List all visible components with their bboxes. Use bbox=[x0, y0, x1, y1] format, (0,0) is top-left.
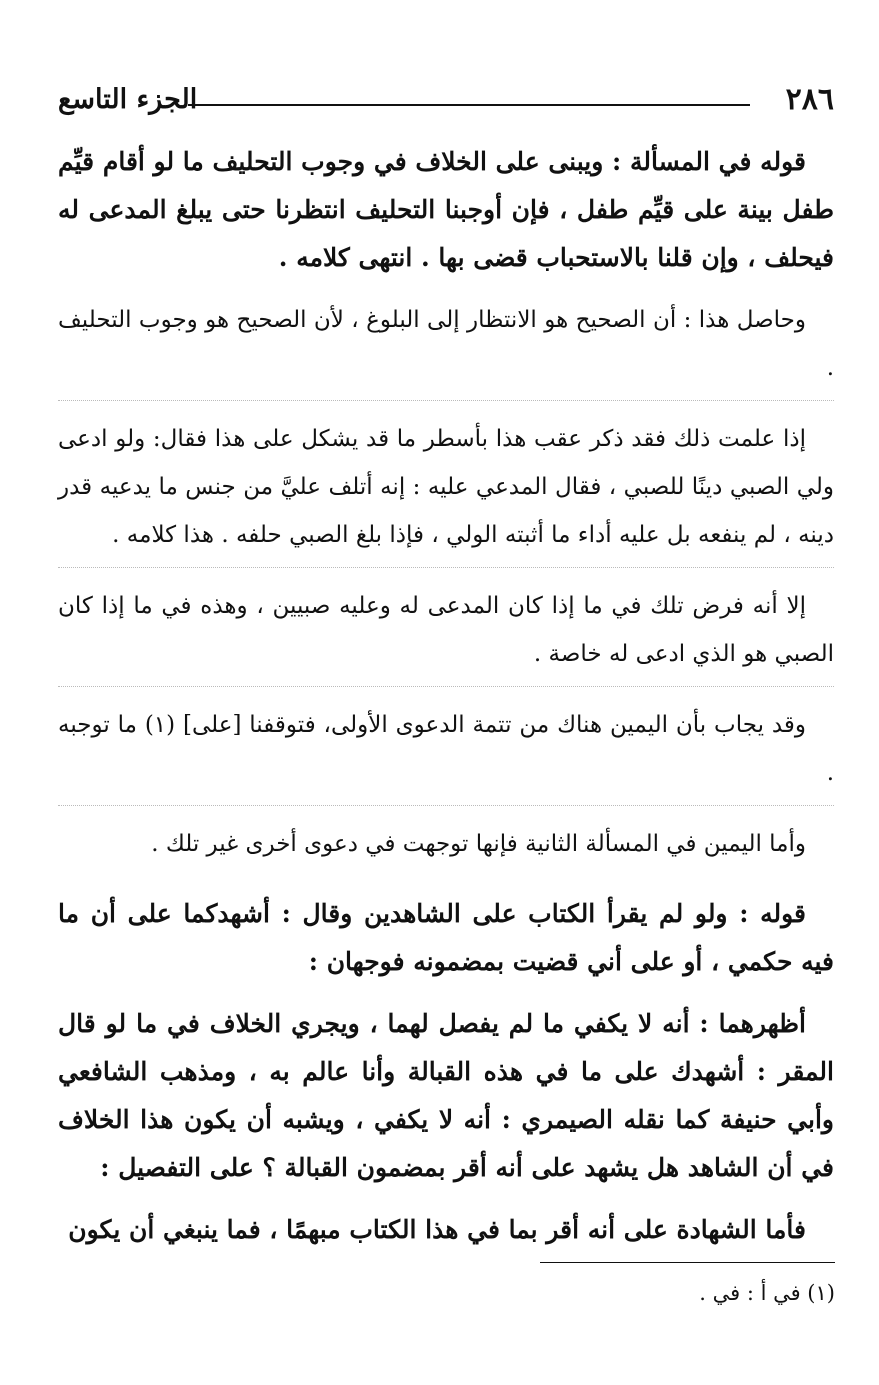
header-rule bbox=[188, 104, 750, 106]
running-title: الجزء التاسع bbox=[58, 84, 198, 115]
paragraph-commentary-2: إذا علمت ذلك فقد ذكر عقب هذا بأسطر ما قد يشكل على هذا فقال: ولو ادعى ولي الصبي دينًا للصبي ، فقال المدعي عليه : إنه أتلف عليَّ من جنس ما يدعيه قدر دينه ، لم ينفعه بل عليه أداء ما أثبته الولي ، فإذا بلغ الصبي حلفه . هذا كلامه . bbox=[58, 415, 834, 568]
paragraph-quote-2: قوله : ولو لم يقرأ الكتاب على الشاهدين وقال : أشهدكما على أن ما فيه حكمي ، أو على أني قضيت بمضمونه فوجهان : bbox=[58, 899, 834, 976]
page-number: ٢٨٦ bbox=[785, 82, 834, 117]
paragraph-commentary-1: وحاصل هذا : أن الصحيح هو الانتظار إلى البلوغ ، لأن الصحيح هو وجوب التحليف . bbox=[58, 296, 834, 401]
paragraph-commentary-3: إلا أنه فرض تلك في ما إذا كان المدعى له وعليه صبيين ، وهذه في ما إذا كان الصبي هو الذي ادعى له خاصة . bbox=[58, 582, 834, 687]
footnote: (١) في أ : في . bbox=[699, 1281, 835, 1305]
paragraph-commentary-4: وقد يجاب بأن اليمين هناك من تتمة الدعوى الأولى، فتوقفنا [على] (١) ما توجبه . bbox=[58, 701, 834, 806]
paragraph-quote-1: قوله في المسألة : ويبنى على الخلاف في وجوب التحليف ما لو أقام قيِّم طفل بينة على قيِّم طفل ، فإن أوجبنا التحليف انتظرنا حتى يبلغ المدعى له فيحلف ، وإن قلنا بالاستحباب قضى بها . انتهى كلامه . bbox=[58, 147, 834, 272]
page-body bbox=[58, 138, 834, 1268]
paragraph-quote-4: فأما الشهادة على أنه أقر بما في هذا الكتاب مبهمًا ، فما ينبغي أن يكون bbox=[68, 1215, 806, 1244]
page-header bbox=[58, 78, 834, 124]
footnote-rule bbox=[540, 1262, 835, 1263]
paragraph-commentary-5: وأما اليمين في المسألة الثانية فإنها توجهت في دعوى أخرى غير تلك . bbox=[151, 831, 806, 857]
paragraph-quote-3: أظهرهما : أنه لا يكفي ما لم يفصل لهما ، ويجري الخلاف في ما لو قال المقر : أشهدك على ما في هذه القبالة وأنا عالم به ، ومذهب الشافعي وأبي حنيفة كما نقله الصيمري : أنه لا يكفي ، ويشبه أن يكون هذا الخلاف في أن الشاهد هل يشهد على أنه أقر بمضمون القبالة ؟ على التفصيل : bbox=[58, 1009, 834, 1182]
